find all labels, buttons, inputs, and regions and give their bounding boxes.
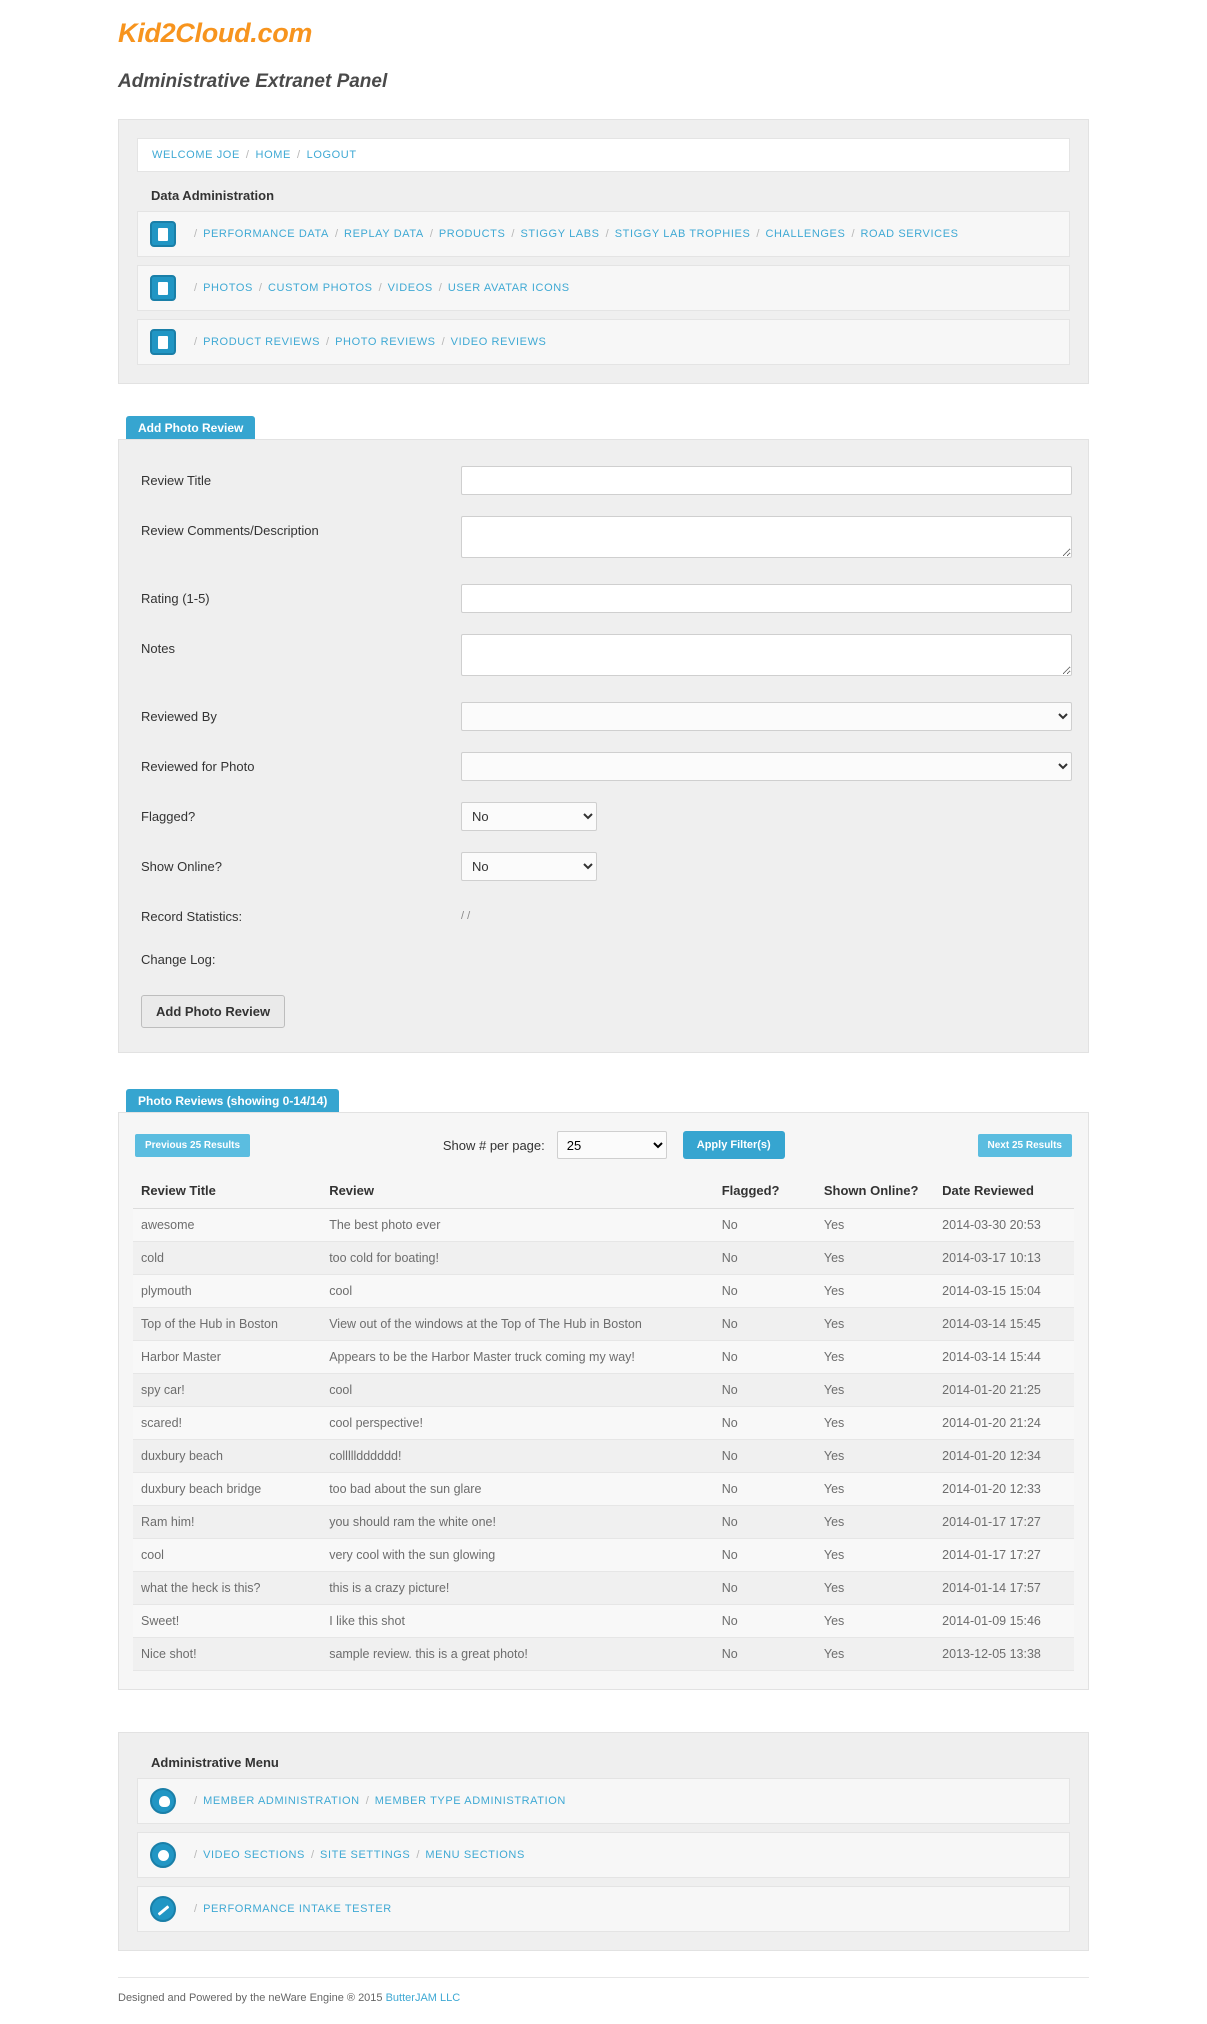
table-row[interactable] <box>133 1572 1074 1605</box>
photo-reviews-tab: Photo Reviews (showing 0-14/14) <box>126 1089 339 1112</box>
link-video-reviews[interactable]: VIDEO REVIEWS <box>450 336 547 348</box>
cell-review-title: Sweet! <box>133 1605 321 1638</box>
welcome-link[interactable]: WELCOME JOE <box>152 149 240 161</box>
separator: / <box>756 228 760 240</box>
results-toolbar <box>133 1125 1074 1173</box>
separator: / <box>194 336 198 348</box>
cell-flagged: No <box>714 1308 816 1341</box>
field-reviewed-by <box>141 702 1064 731</box>
cell-review-title: duxbury beach bridge <box>133 1473 321 1506</box>
add-photo-review-form <box>118 439 1089 1053</box>
flagged-select[interactable] <box>461 802 597 831</box>
cell-review-title: awesome <box>133 1209 321 1242</box>
cell-flagged: No <box>714 1374 816 1407</box>
separator: / <box>194 1795 198 1807</box>
admin-menu-row-3-links <box>188 1903 392 1915</box>
cell-shown-online: Yes <box>816 1539 934 1572</box>
gear-icon <box>150 1842 176 1868</box>
table-row[interactable] <box>133 1242 1074 1275</box>
cell-review: sample review. this is a great photo! <box>321 1638 714 1671</box>
administrative-menu-panel <box>118 1732 1089 1951</box>
submit-spacer <box>141 988 461 995</box>
cell-flagged: No <box>714 1407 816 1440</box>
review-comments-textarea[interactable] <box>461 516 1072 558</box>
page-root <box>0 18 1207 2024</box>
col-shown-online[interactable]: Shown Online? <box>816 1173 934 1209</box>
admin-menu-row-2 <box>137 1832 1070 1878</box>
link-video-sections[interactable]: VIDEO SECTIONS <box>203 1849 305 1861</box>
cell-flagged: No <box>714 1473 816 1506</box>
separator: / <box>441 336 445 348</box>
separator: / <box>296 149 301 161</box>
label-change-log: Change Log: <box>141 952 216 967</box>
table-row[interactable] <box>133 1308 1074 1341</box>
field-review-comments <box>141 516 1064 563</box>
label-review-title: Review Title <box>141 473 212 488</box>
link-products[interactable]: PRODUCTS <box>438 228 506 240</box>
cell-date-reviewed: 2014-01-20 12:34 <box>934 1440 1074 1473</box>
cell-review: too cold for boating! <box>321 1242 714 1275</box>
separator: / <box>194 282 198 294</box>
link-custom-photos[interactable]: CUSTOM PHOTOS <box>267 282 373 294</box>
data-admin-row-2-links <box>188 282 570 294</box>
data-administration-title: Data Administration <box>151 188 275 203</box>
field-review-title <box>141 466 1064 495</box>
table-row[interactable] <box>133 1440 1074 1473</box>
link-performance-intake-tester[interactable]: PERFORMANCE INTAKE TESTER <box>203 1903 392 1915</box>
label-rating: Rating (1-5) <box>141 591 210 606</box>
table-header-row <box>133 1173 1074 1209</box>
cell-date-reviewed: 2014-01-17 17:27 <box>934 1539 1074 1572</box>
cell-flagged: No <box>714 1539 816 1572</box>
administrative-menu-title: Administrative Menu <box>151 1755 279 1770</box>
cell-flagged: No <box>714 1275 816 1308</box>
cell-date-reviewed: 2014-03-30 20:53 <box>934 1209 1074 1242</box>
table-row[interactable] <box>133 1506 1074 1539</box>
cell-flagged: No <box>714 1440 816 1473</box>
meter-icon <box>150 1896 176 1922</box>
cell-date-reviewed: 2014-01-14 17:57 <box>934 1572 1074 1605</box>
photo-reviews-table <box>133 1173 1074 1671</box>
separator: / <box>365 1795 369 1807</box>
col-review-title[interactable]: Review Title <box>133 1173 321 1209</box>
cell-shown-online: Yes <box>816 1242 934 1275</box>
separator: / <box>334 228 339 240</box>
cell-flagged: No <box>714 1341 816 1374</box>
separator: / <box>194 228 198 240</box>
col-flagged[interactable]: Flagged? <box>714 1173 816 1209</box>
data-admin-row-3 <box>137 319 1070 365</box>
label-reviewed-by: Reviewed By <box>141 709 217 724</box>
cell-review-title: duxbury beach <box>133 1440 321 1473</box>
footer-text: Designed and Powered by the neWare Engine ® 2015 <box>118 1992 386 2004</box>
document-icon <box>150 275 176 301</box>
cell-review: this is a crazy picture! <box>321 1572 714 1605</box>
cell-review-title: plymouth <box>133 1275 321 1308</box>
cell-date-reviewed: 2014-01-17 17:27 <box>934 1506 1074 1539</box>
separator: / <box>511 228 515 240</box>
submit-row <box>141 988 1064 995</box>
cell-shown-online: Yes <box>816 1506 934 1539</box>
next-results-button[interactable]: Next 25 Results <box>978 1134 1072 1157</box>
add-photo-review-tab: Add Photo Review <box>126 416 255 439</box>
notes-textarea[interactable] <box>461 634 1072 676</box>
cell-flagged: No <box>714 1605 816 1638</box>
document-icon <box>150 329 176 355</box>
field-show-online <box>141 852 1064 881</box>
cell-review: very cool with the sun glowing <box>321 1539 714 1572</box>
separator: / <box>851 228 855 240</box>
data-administration-panel <box>118 119 1089 384</box>
link-performance-data[interactable]: PERFORMANCE DATA <box>203 228 329 240</box>
cell-review: cool perspective! <box>321 1407 714 1440</box>
cell-review: you should ram the white one! <box>321 1506 714 1539</box>
link-photos[interactable]: PHOTOS <box>203 282 253 294</box>
field-flagged <box>141 802 1064 831</box>
data-admin-row-2 <box>137 265 1070 311</box>
show-per-page-label: Show # per page: <box>442 1137 545 1153</box>
cell-flagged: No <box>714 1209 816 1242</box>
table-row[interactable] <box>133 1539 1074 1572</box>
cell-shown-online: Yes <box>816 1209 934 1242</box>
separator: / <box>258 282 262 294</box>
separator: / <box>378 282 382 294</box>
link-product-reviews[interactable]: PRODUCT REVIEWS <box>203 336 321 348</box>
label-review-comments: Review Comments/Description <box>141 523 319 538</box>
cell-flagged: No <box>714 1242 816 1275</box>
separator: / <box>194 1903 198 1915</box>
field-notes <box>141 634 1064 681</box>
apply-filters-button[interactable]: Apply Filter(s) <box>683 1131 785 1159</box>
cell-date-reviewed: 2014-01-09 15:46 <box>934 1605 1074 1638</box>
col-review[interactable]: Review <box>321 1173 714 1209</box>
separator: / <box>438 282 442 294</box>
cell-shown-online: Yes <box>816 1473 934 1506</box>
footer-link[interactable]: ButterJAM LLC <box>385 1992 461 2004</box>
cell-date-reviewed: 2014-03-14 15:45 <box>934 1308 1074 1341</box>
table-row[interactable] <box>133 1473 1074 1506</box>
add-photo-review-button[interactable]: Add Photo Review <box>141 995 285 1028</box>
link-videos[interactable]: VIDEOS <box>387 282 433 294</box>
cell-review-title: what the heck is this? <box>133 1572 321 1605</box>
col-date-reviewed[interactable]: Date Reviewed <box>934 1173 1074 1209</box>
cell-review-title: Nice shot! <box>133 1638 321 1671</box>
table-row[interactable] <box>133 1374 1074 1407</box>
document-icon <box>150 221 176 247</box>
admin-menu-row-3 <box>137 1886 1070 1932</box>
data-admin-row-1 <box>137 211 1070 257</box>
table-row[interactable] <box>133 1209 1074 1242</box>
cell-flagged: No <box>714 1638 816 1671</box>
photo-reviews-results-body <box>118 1112 1089 1690</box>
cell-review: cool <box>321 1374 714 1407</box>
cell-shown-online: Yes <box>816 1374 934 1407</box>
separator: / <box>310 1849 315 1861</box>
cell-shown-online: Yes <box>816 1605 934 1638</box>
label-flagged: Flagged? <box>141 809 196 824</box>
people-icon <box>150 1788 176 1814</box>
cell-review: The best photo ever <box>321 1209 714 1242</box>
cell-review-title: Top of the Hub in Boston <box>133 1308 321 1341</box>
table-body <box>133 1209 1074 1671</box>
cell-review-title: cold <box>133 1242 321 1275</box>
previous-results-button[interactable]: Previous 25 Results <box>135 1134 250 1157</box>
link-user-avatar-icons[interactable]: USER AVATAR ICONS <box>447 282 570 294</box>
separator: / <box>416 1849 420 1861</box>
cell-date-reviewed: 2014-01-20 21:24 <box>934 1407 1074 1440</box>
add-photo-review-panel <box>118 416 1089 1053</box>
data-admin-row-1-links <box>188 228 959 240</box>
cell-review: I like this shot <box>321 1605 714 1638</box>
admin-menu-row-2-links <box>188 1849 525 1861</box>
cell-date-reviewed: 2013-12-05 13:38 <box>934 1638 1074 1671</box>
photo-reviews-results-panel <box>118 1089 1089 1690</box>
cell-shown-online: Yes <box>816 1407 934 1440</box>
table-row[interactable] <box>133 1605 1074 1638</box>
cell-shown-online: Yes <box>816 1275 934 1308</box>
separator: / <box>245 149 250 161</box>
change-log-value <box>461 945 1064 953</box>
cell-date-reviewed: 2014-03-17 10:13 <box>934 1242 1074 1275</box>
record-statistics-value: / / <box>461 910 471 922</box>
cell-review: collllldddddd! <box>321 1440 714 1473</box>
cell-date-reviewed: 2014-01-20 12:33 <box>934 1473 1074 1506</box>
table-row[interactable] <box>133 1341 1074 1374</box>
link-challenges[interactable]: CHALLENGES <box>765 228 846 240</box>
link-member-administration[interactable]: MEMBER ADMINISTRATION <box>203 1795 360 1807</box>
footer <box>118 1977 1089 2004</box>
cell-shown-online: Yes <box>816 1341 934 1374</box>
field-rating <box>141 584 1064 613</box>
table-row[interactable] <box>133 1638 1074 1671</box>
page-title: Administrative Extranet Panel <box>118 71 388 92</box>
link-stiggy-labs[interactable]: STIGGY LABS <box>520 228 600 240</box>
field-record-statistics <box>141 902 1064 924</box>
cell-review-title: Ram him! <box>133 1506 321 1539</box>
cell-date-reviewed: 2014-03-14 15:44 <box>934 1341 1074 1374</box>
label-notes: Notes <box>141 641 175 656</box>
link-member-type-administration[interactable]: MEMBER TYPE ADMINISTRATION <box>374 1795 566 1807</box>
cell-date-reviewed: 2014-03-15 15:04 <box>934 1275 1074 1308</box>
admin-menu-row-1-links <box>188 1795 566 1807</box>
link-menu-sections[interactable]: MENU SECTIONS <box>425 1849 525 1861</box>
cell-review: too bad about the sun glare <box>321 1473 714 1506</box>
user-bar <box>137 138 1070 172</box>
field-reviewed-for-photo <box>141 752 1064 781</box>
site-brand: Kid2Cloud.com <box>118 18 313 48</box>
link-site-settings[interactable]: SITE SETTINGS <box>320 1849 411 1861</box>
per-page-select[interactable] <box>557 1131 667 1159</box>
cell-review: Appears to be the Harbor Master truck coming my way! <box>321 1341 714 1374</box>
separator: / <box>326 336 330 348</box>
separator: / <box>429 228 433 240</box>
label-show-online: Show Online? <box>141 859 222 874</box>
field-change-log <box>141 945 1064 967</box>
cell-review-title: spy car! <box>133 1374 321 1407</box>
cell-review-title: Harbor Master <box>133 1341 321 1374</box>
data-admin-row-3-links <box>188 336 547 348</box>
cell-review-title: cool <box>133 1539 321 1572</box>
cell-review: cool <box>321 1275 714 1308</box>
table-head <box>133 1173 1074 1209</box>
separator: / <box>194 1849 198 1861</box>
link-replay-data[interactable]: REPLAY DATA <box>344 228 424 240</box>
cell-shown-online: Yes <box>816 1638 934 1671</box>
separator: / <box>605 228 609 240</box>
link-stiggy-lab-trophies[interactable]: STIGGY LAB TROPHIES <box>614 228 751 240</box>
reviewed-by-select[interactable] <box>461 702 1072 731</box>
cell-shown-online: Yes <box>816 1572 934 1605</box>
cell-flagged: No <box>714 1506 816 1539</box>
reviewed-for-photo-select[interactable] <box>461 752 1072 781</box>
logout-link[interactable]: LOGOUT <box>306 149 357 161</box>
label-record-statistics: Record Statistics: <box>141 909 243 924</box>
review-title-input[interactable] <box>461 466 1072 495</box>
link-photo-reviews[interactable]: PHOTO REVIEWS <box>335 336 436 348</box>
cell-flagged: No <box>714 1572 816 1605</box>
admin-menu-row-1 <box>137 1778 1070 1824</box>
label-reviewed-for-photo: Reviewed for Photo <box>141 759 255 774</box>
cell-shown-online: Yes <box>816 1308 934 1341</box>
show-online-select[interactable] <box>461 852 597 881</box>
cell-date-reviewed: 2014-01-20 21:25 <box>934 1374 1074 1407</box>
table-row[interactable] <box>133 1407 1074 1440</box>
link-road-services[interactable]: ROAD SERVICES <box>860 228 959 240</box>
cell-shown-online: Yes <box>816 1440 934 1473</box>
rating-input[interactable] <box>461 584 1072 613</box>
home-link[interactable]: HOME <box>255 149 291 161</box>
table-row[interactable] <box>133 1275 1074 1308</box>
cell-review: View out of the windows at the Top of The Hub in Boston <box>321 1308 714 1341</box>
cell-review-title: scared! <box>133 1407 321 1440</box>
